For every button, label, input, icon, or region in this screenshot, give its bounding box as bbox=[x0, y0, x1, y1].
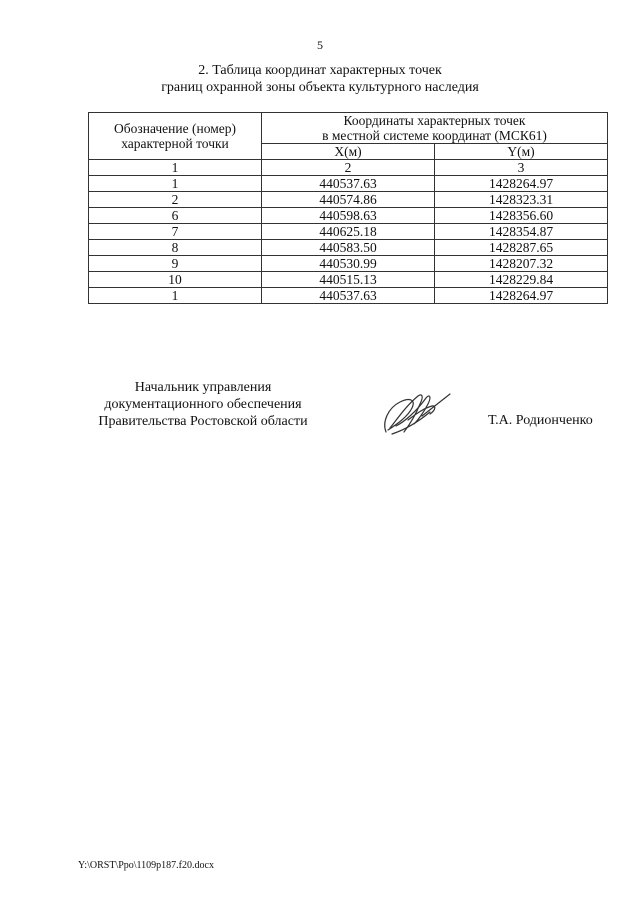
column-number-cell: 1 bbox=[89, 160, 262, 176]
table-row bbox=[89, 224, 608, 240]
header-coordinates bbox=[262, 113, 608, 144]
y-cell: 1428264.97 bbox=[435, 176, 608, 192]
signer-position-line-1: Начальник управления bbox=[134, 380, 272, 395]
y-cell: 1428207.32 bbox=[435, 256, 608, 272]
header-y: Y(м) bbox=[435, 144, 608, 160]
y-cell: 1428356.60 bbox=[435, 208, 608, 224]
signer-position-line-3: Правительства Ростовской области bbox=[98, 414, 308, 429]
point-cell: 8 bbox=[89, 240, 262, 256]
header-designation-line-2: характерной точки bbox=[121, 136, 229, 151]
point-cell: 6 bbox=[89, 208, 262, 224]
table-row bbox=[89, 192, 608, 208]
column-number-row bbox=[89, 160, 608, 176]
table-header-row bbox=[89, 113, 608, 144]
table-title bbox=[0, 62, 640, 96]
x-cell: 440598.63 bbox=[262, 208, 435, 224]
table-row bbox=[89, 240, 608, 256]
header-designation-line-1: Обозначение (номер) bbox=[114, 121, 236, 136]
x-cell: 440537.63 bbox=[262, 176, 435, 192]
table-row bbox=[89, 256, 608, 272]
y-cell: 1428323.31 bbox=[435, 192, 608, 208]
x-cell: 440515.13 bbox=[262, 272, 435, 288]
y-cell: 1428264.97 bbox=[435, 288, 608, 304]
signer-position-line-2: документационного обеспечения bbox=[104, 397, 302, 412]
point-cell: 2 bbox=[89, 192, 262, 208]
x-cell: 440537.63 bbox=[262, 288, 435, 304]
table-row bbox=[89, 208, 608, 224]
point-cell: 1 bbox=[89, 288, 262, 304]
table-row bbox=[89, 272, 608, 288]
coordinates-table bbox=[88, 112, 608, 304]
header-designation bbox=[89, 113, 262, 160]
x-cell: 440625.18 bbox=[262, 224, 435, 240]
column-number-cell: 3 bbox=[435, 160, 608, 176]
signer-name: Т.А. Родионченко bbox=[488, 413, 593, 428]
column-number-cell: 2 bbox=[262, 160, 435, 176]
header-coordinates-line-2: в местной системе координат (МСК61) bbox=[322, 128, 547, 143]
header-coordinates-line-1: Координаты характерных точек bbox=[343, 113, 526, 128]
x-cell: 440530.99 bbox=[262, 256, 435, 272]
table-row bbox=[89, 288, 608, 304]
page-number: 5 bbox=[317, 38, 323, 52]
y-cell: 1428229.84 bbox=[435, 272, 608, 288]
point-cell: 10 bbox=[89, 272, 262, 288]
signer-position bbox=[88, 379, 318, 430]
header-x: X(м) bbox=[262, 144, 435, 160]
point-cell: 9 bbox=[89, 256, 262, 272]
table-row bbox=[89, 176, 608, 192]
point-cell: 1 bbox=[89, 176, 262, 192]
handwritten-signature bbox=[374, 382, 460, 442]
x-cell: 440574.86 bbox=[262, 192, 435, 208]
point-cell: 7 bbox=[89, 224, 262, 240]
y-cell: 1428354.87 bbox=[435, 224, 608, 240]
table-title-line-2: границ охранной зоны объекта культурного наследия bbox=[161, 80, 479, 95]
x-cell: 440583.50 bbox=[262, 240, 435, 256]
y-cell: 1428287.65 bbox=[435, 240, 608, 256]
table-title-line-1: 2. Таблица координат характерных точек bbox=[198, 63, 442, 78]
file-path-footer: Y:\ORST\Ppo\1109p187.f20.docx bbox=[78, 860, 214, 871]
